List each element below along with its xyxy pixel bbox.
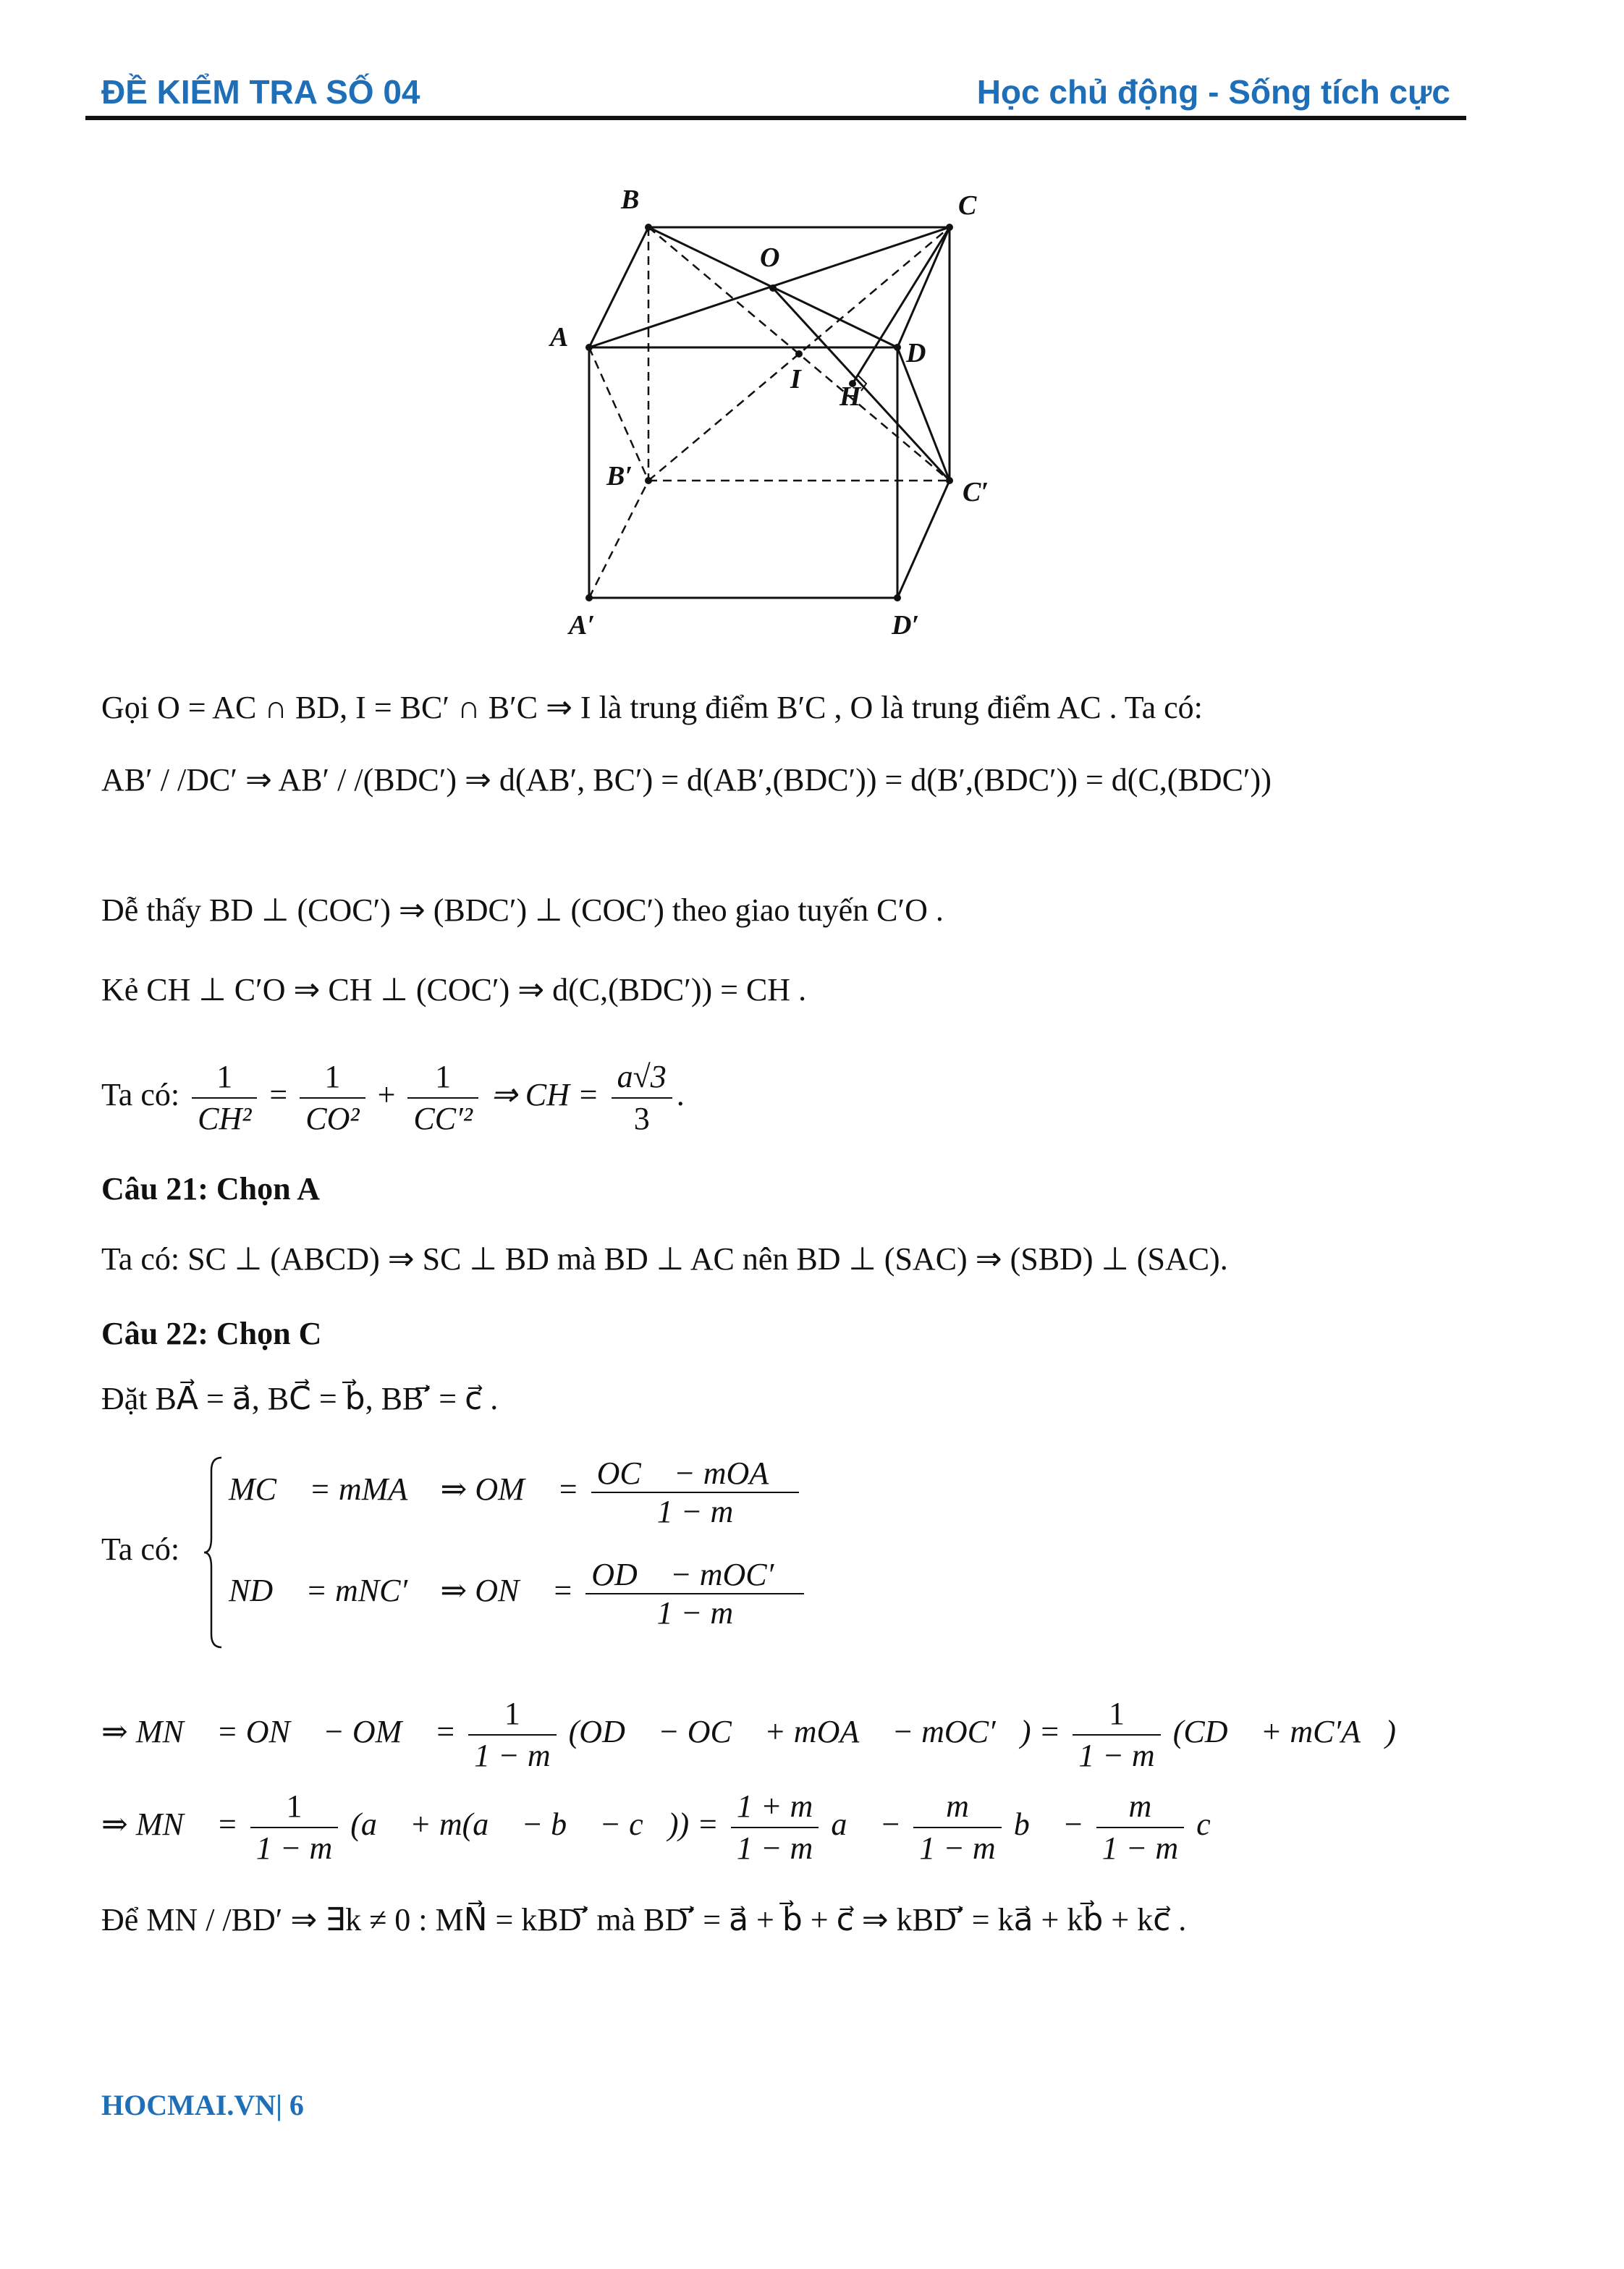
label-H: H (840, 381, 861, 412)
point-O (769, 284, 777, 292)
point-D1 (894, 594, 901, 601)
point-A1 (585, 594, 593, 601)
seg-CH (853, 227, 950, 384)
formula-mn-1: ⇒ MN⃗ = ON⃗ − OM⃗ = $\frac{1}{1 - m}$ (OD⃗ − OC⃗ + mOA⃗ − mOC′⃗) = $\frac{1}{1 - m}$ (CD⃗ + mC′A⃗) (101, 1694, 1396, 1776)
formula-ch: Ta có: $\frac{1}{\text{CH²}}$ = $\frac{1}{\text{CO²}}$ + $\frac{1}{\text{CC′²}}$ ⇒ CH = $\frac{a√3}{3}$ . (101, 1057, 685, 1139)
left-brace (203, 1455, 224, 1650)
label-I: I (790, 364, 801, 394)
text-line-3: Dễ thấy BD ⊥ (COC′) ⇒ (BDC′) ⊥ (COC′) theo giao tuyến C′O . (101, 892, 944, 928)
label-B1: B′ (606, 461, 633, 491)
point-C1 (946, 477, 953, 484)
text-line-6: Ta có: SC ⊥ (ABCD) ⇒ SC ⊥ BD mà BD ⊥ AC nên BD ⊥ (SAC) ⇒ (SBD) ⊥ (SAC). (101, 1241, 1228, 1277)
edge-DC (897, 227, 950, 347)
edge-D1C1 (897, 481, 950, 598)
label-O: O (760, 242, 780, 273)
point-B1 (645, 477, 652, 484)
text-line-11: Để MN / /BD′ ⇒ ∃k ≠ 0 : MN⃗ = kBD′⃗ mà BD′⃗ = a⃗ + b⃗ + c⃗ ⇒ kBD′⃗ = ka⃗ + kb⃗ + kc⃗ . (101, 1902, 1187, 1938)
point-B (645, 224, 652, 231)
frac-1-ch2: $\frac{1}{\text{CH²}}$ (192, 1057, 257, 1139)
text-line-1: Gọi O = AC ∩ BD, I = BC′ ∩ B′C ⇒ I là trung điểm B′C , O là trung điểm AC . Ta có: (101, 690, 1203, 725)
frac-1-co2: $\frac{1}{\text{CO²}}$ (300, 1057, 365, 1139)
equation-2: ND⃗ = mNC′⃗ ⇒ ON⃗ = $\frac{\text{OD⃗ − mOC′⃗}}{1 - m}$ (229, 1556, 808, 1631)
label-A1: A′ (569, 610, 596, 641)
frac-result: $\frac{a√3}{3}$ (612, 1057, 672, 1139)
formula-prefix: Ta có: (101, 1077, 180, 1113)
edge-AB (589, 227, 648, 347)
header-rule (85, 116, 1466, 120)
header-title: ĐỀ KIỂM TRA SỐ 04 (101, 73, 420, 111)
label-B: B (621, 185, 640, 215)
label-C: C (958, 190, 977, 221)
equation-1: MC⃗ = mMA⃗ ⇒ OM⃗ = $\frac{\text{OC⃗ − mOA⃗}}{1 - m}$ (229, 1455, 803, 1530)
point-C (946, 224, 953, 231)
label-A: A (550, 322, 569, 352)
header-slogan: Học chủ động - Sống tích cực (976, 73, 1450, 111)
frac-1-cc2: $\frac{1}{\text{CC′²}}$ (407, 1057, 478, 1139)
formula-mn-2: ⇒ MN⃗ = $\frac{1}{1 - m}$ (a⃗ + m(a⃗ − b⃗ − c⃗)) = $\frac{1 + m}{1 - m}$ a⃗ − $\frac{m}{1 - m}$ b⃗ − $\frac{m}{1 - m}$ c⃗ (101, 1786, 1235, 1869)
footer-page-label: HOCMAI.VN| 6 (101, 2089, 304, 2121)
point-D (894, 344, 901, 351)
point-A (585, 344, 593, 351)
text-line-2: AB′ / /DC′ ⇒ AB′ / /(BDC′) ⇒ d(AB′, BC′) = d(AB′,(BDC′)) = d(B′,(BDC′)) = d(C,(BDC′)) (101, 762, 1272, 798)
cube-figure (507, 174, 1057, 666)
point-I (795, 350, 803, 358)
question-21-heading: Câu 21: Chọn A (101, 1171, 320, 1207)
question-22-heading: Câu 22: Chọn C (101, 1316, 322, 1351)
label-D1: D′ (892, 610, 920, 641)
label-C1: C′ (963, 477, 989, 507)
text-line-7: Đặt BA⃗ = a⃗, BC⃗ = b⃗, BB′⃗ = c⃗ . (101, 1381, 499, 1416)
label-D: D (906, 338, 926, 368)
hidden-A1B1 (589, 481, 648, 598)
text-line-4: Kẻ CH ⊥ C′O ⇒ CH ⊥ (COC′) ⇒ d(C,(BDC′)) = CH . (101, 972, 807, 1007)
